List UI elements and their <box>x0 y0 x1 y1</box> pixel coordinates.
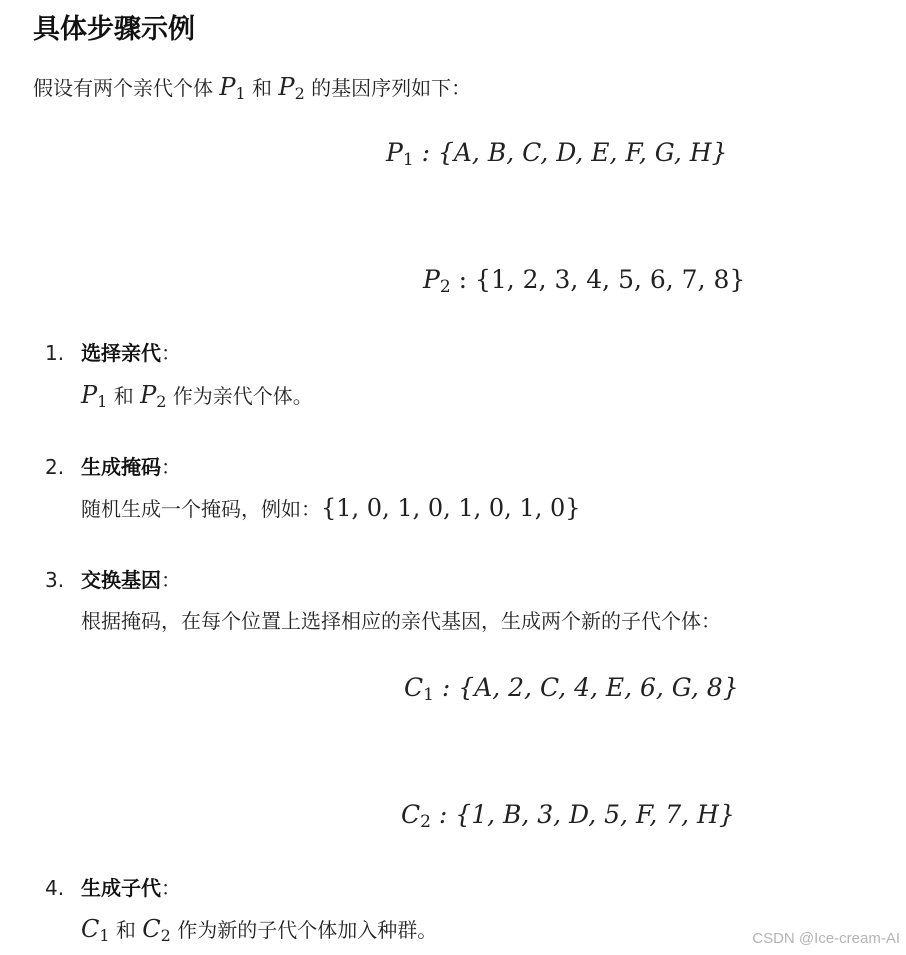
equation-p2: $P_2$ : {1, 2, 3, 4, 5, 6, 7, 8} <box>423 265 746 297</box>
step-4-c1: $C_1$ <box>81 915 110 945</box>
step-2-text: 随机生成一个掩码，例如：{1, 0, 1, 0, 1, 0, 1, 0} <box>81 494 581 522</box>
step-3-number: 3. <box>45 568 65 592</box>
step-4-number: 4. <box>45 876 65 900</box>
intro-p1: $P_1$ <box>219 73 246 103</box>
intro-paragraph <box>33 72 471 103</box>
equation-c2: $C_2$ : {1, B, 3, D, 5, F, 7, H} <box>401 800 735 832</box>
equation-c2-body: : {1, B, 3, D, 5, F, 7, H} <box>430 800 735 829</box>
step-1-p1: $P_1$ <box>81 381 108 411</box>
step-1-heading-line <box>81 338 181 368</box>
equation-p1-body: : {A, B, C, D, E, F, G, H} <box>413 138 728 167</box>
intro-prefix: 假设有两个亲代个体 <box>33 76 220 100</box>
equation-c1-body: : {A, 2, C, 4, E, 6, G, 8} <box>433 673 739 702</box>
step-3-text: 根据掩码，在每个位置上选择相应的亲代基因，生成两个新的子代个体： <box>81 609 721 633</box>
page-title: 具体步骤示例 <box>33 14 195 45</box>
step-4-heading-line <box>81 873 181 903</box>
step-1-text: $P_1$ 和 $P_2$ 作为亲代个体。 <box>81 381 313 411</box>
step-4-heading: 生成子代 <box>81 876 161 900</box>
equation-p2-body: : {1, 2, 3, 4, 5, 6, 7, 8} <box>450 265 746 294</box>
step-2-mask: {1, 0, 1, 0, 1, 0, 1, 0} <box>321 494 581 522</box>
equation-c1: $C_1$ : {A, 2, C, 4, E, 6, G, 8} <box>404 673 739 705</box>
step-3-heading-line <box>81 565 181 595</box>
step-3-heading: 交换基因 <box>81 568 161 592</box>
step-1-p2: $P_2$ <box>140 381 167 411</box>
step-4-c2: $C_2$ <box>142 915 171 945</box>
step-2-colon: ： <box>161 455 181 479</box>
step-1-number: 1. <box>45 341 65 365</box>
intro-middle: 和 <box>245 76 279 100</box>
step-1-colon: ： <box>161 341 181 365</box>
step-4-text: $C_1$ 和 $C_2$ 作为新的子代个体加入种群。 <box>81 915 438 945</box>
intro-p2: $P_2$ <box>278 73 305 103</box>
step-3-colon: ： <box>161 568 181 592</box>
step-4-colon: ： <box>161 876 181 900</box>
intro-suffix: 的基因序列如下： <box>304 76 472 100</box>
watermark: CSDN @Ice-cream-AI <box>752 930 900 947</box>
step-2-number: 2. <box>45 455 65 479</box>
step-1-heading: 选择亲代 <box>81 341 161 365</box>
equation-p1: $P_1$ : {A, B, C, D, E, F, G, H} <box>386 138 728 170</box>
step-2-heading-line <box>81 452 181 482</box>
step-2-heading: 生成掩码 <box>81 455 161 479</box>
